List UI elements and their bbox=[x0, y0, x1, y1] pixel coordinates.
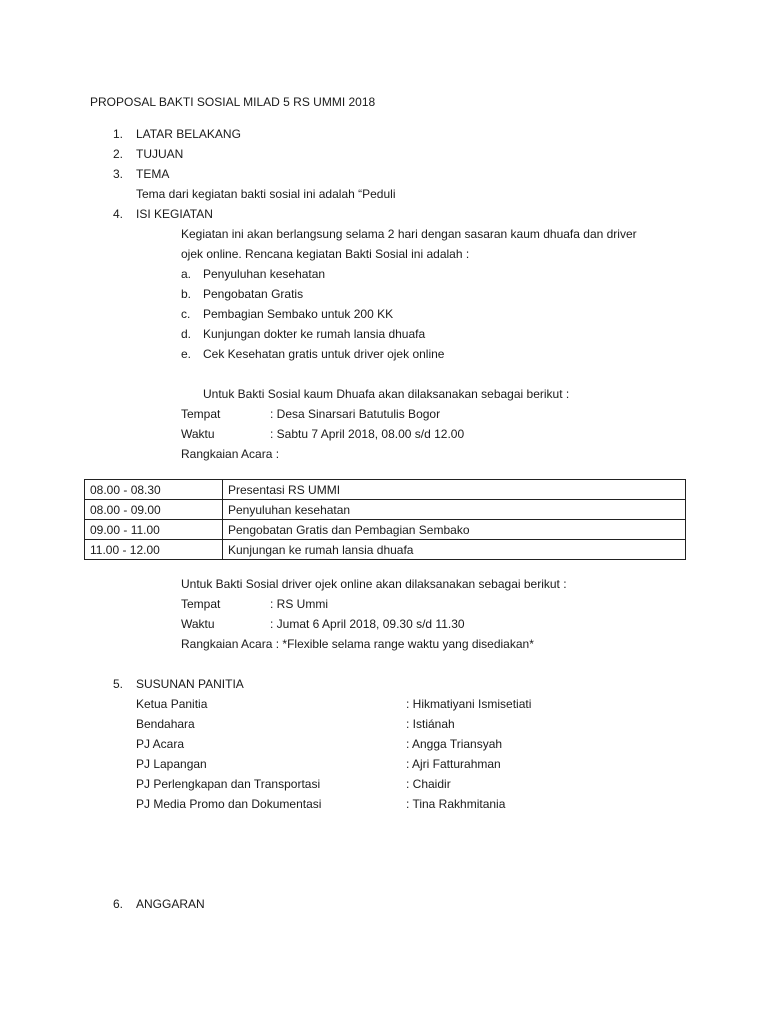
section-heading-anggaran: ANGGARAN bbox=[136, 897, 205, 911]
event1-rangkaian-label: Rangkaian Acara : bbox=[181, 447, 280, 461]
list-item-letter: b. bbox=[181, 287, 192, 301]
schedule-table bbox=[84, 479, 686, 560]
section-number: 2. bbox=[113, 147, 124, 161]
event1-waktu-value: : Sabtu 7 April 2018, 08.00 s/d 12.00 bbox=[270, 427, 465, 441]
section-heading-tujuan: TUJUAN bbox=[136, 147, 184, 161]
list-item: Pembagian Sembako untuk 200 KK bbox=[203, 307, 394, 321]
panitia-role: PJ Perlengkapan dan Transportasi bbox=[136, 777, 321, 791]
list-item: Penyuluhan kesehatan bbox=[203, 267, 326, 281]
section-heading-susunan-panitia: SUSUNAN PANITIA bbox=[136, 677, 244, 691]
event1-waktu-label: Waktu bbox=[181, 427, 215, 441]
event2-waktu-value: : Jumat 6 April 2018, 09.30 s/d 11.30 bbox=[270, 617, 465, 631]
table-row bbox=[85, 520, 686, 540]
panitia-name: : Chaidir bbox=[406, 777, 451, 791]
schedule-activity: Pengobatan Gratis dan Pembagian Sembako bbox=[223, 520, 686, 540]
schedule-activity: Kunjungan ke rumah lansia dhuafa bbox=[223, 540, 686, 560]
panitia-name: : Istiánah bbox=[406, 717, 455, 731]
list-item: Cek Kesehatan gratis untuk driver ojek online bbox=[203, 347, 445, 361]
isi-kegiatan-intro-line: Kegiatan ini akan berlangsung selama 2 hari dengan sasaran kaum dhuafa dan driver bbox=[181, 227, 637, 241]
tema-text: Tema dari kegiatan bakti sosial ini adalah “Peduli bbox=[136, 187, 396, 201]
table-row bbox=[85, 480, 686, 500]
list-item-letter: e. bbox=[181, 347, 192, 361]
list-item: Kunjungan dokter ke rumah lansia dhuafa bbox=[203, 327, 426, 341]
section-heading-isi-kegiatan: ISI KEGIATAN bbox=[136, 207, 213, 221]
panitia-name: : Tina Rakhmitania bbox=[406, 797, 506, 811]
table-row bbox=[85, 500, 686, 520]
panitia-role: PJ Lapangan bbox=[136, 757, 207, 771]
list-item-letter: c. bbox=[181, 307, 191, 321]
schedule-time: 08.00 - 09.00 bbox=[85, 500, 223, 520]
schedule-time: 11.00 - 12.00 bbox=[85, 540, 223, 560]
panitia-role: Ketua Panitia bbox=[136, 697, 208, 711]
panitia-role: PJ Media Promo dan Dokumentasi bbox=[136, 797, 322, 811]
schedule-time: 08.00 - 08.30 bbox=[85, 480, 223, 500]
list-item: Pengobatan Gratis bbox=[203, 287, 304, 301]
isi-kegiatan-intro-line: ojek online. Rencana kegiatan Bakti Sosial ini adalah : bbox=[181, 247, 470, 261]
panitia-name: : Ajri Fatturahman bbox=[406, 757, 501, 771]
document-title: PROPOSAL BAKTI SOSIAL MILAD 5 RS UMMI 2018 bbox=[90, 95, 376, 109]
section-number: 3. bbox=[113, 167, 124, 181]
panitia-name: : Angga Triansyah bbox=[406, 737, 503, 751]
panitia-name: : Hikmatiyani Ismisetiati bbox=[406, 697, 532, 711]
event1-intro: Untuk Bakti Sosial kaum Dhuafa akan dilaksanakan sebagai berikut : bbox=[203, 387, 570, 401]
panitia-role: PJ Acara bbox=[136, 737, 185, 751]
panitia-role: Bendahara bbox=[136, 717, 195, 731]
list-item-letter: a. bbox=[181, 267, 192, 281]
table-row bbox=[85, 540, 686, 560]
event2-intro: Untuk Bakti Sosial driver ojek online akan dilaksanakan sebagai berikut : bbox=[181, 577, 567, 591]
list-item-letter: d. bbox=[181, 327, 192, 341]
schedule-activity: Penyuluhan kesehatan bbox=[223, 500, 686, 520]
section-number: 6. bbox=[113, 897, 124, 911]
event2-rangkaian-label: Rangkaian Acara : *Flexible selama range waktu yang disediakan* bbox=[181, 637, 534, 651]
event2-waktu-label: Waktu bbox=[181, 617, 215, 631]
section-heading-tema: TEMA bbox=[136, 167, 170, 181]
event2-tempat-label: Tempat bbox=[181, 597, 221, 611]
section-number: 1. bbox=[113, 127, 124, 141]
event1-tempat-label: Tempat bbox=[181, 407, 221, 421]
schedule-time: 09.00 - 11.00 bbox=[85, 520, 223, 540]
section-number: 5. bbox=[113, 677, 124, 691]
schedule-activity: Presentasi RS UMMI bbox=[223, 480, 686, 500]
event1-tempat-value: : Desa Sinarsari Batutulis Bogor bbox=[270, 407, 441, 421]
section-heading-latar-belakang: LATAR BELAKANG bbox=[136, 127, 241, 141]
event2-tempat-value: : RS Ummi bbox=[270, 597, 328, 611]
section-number: 4. bbox=[113, 207, 124, 221]
